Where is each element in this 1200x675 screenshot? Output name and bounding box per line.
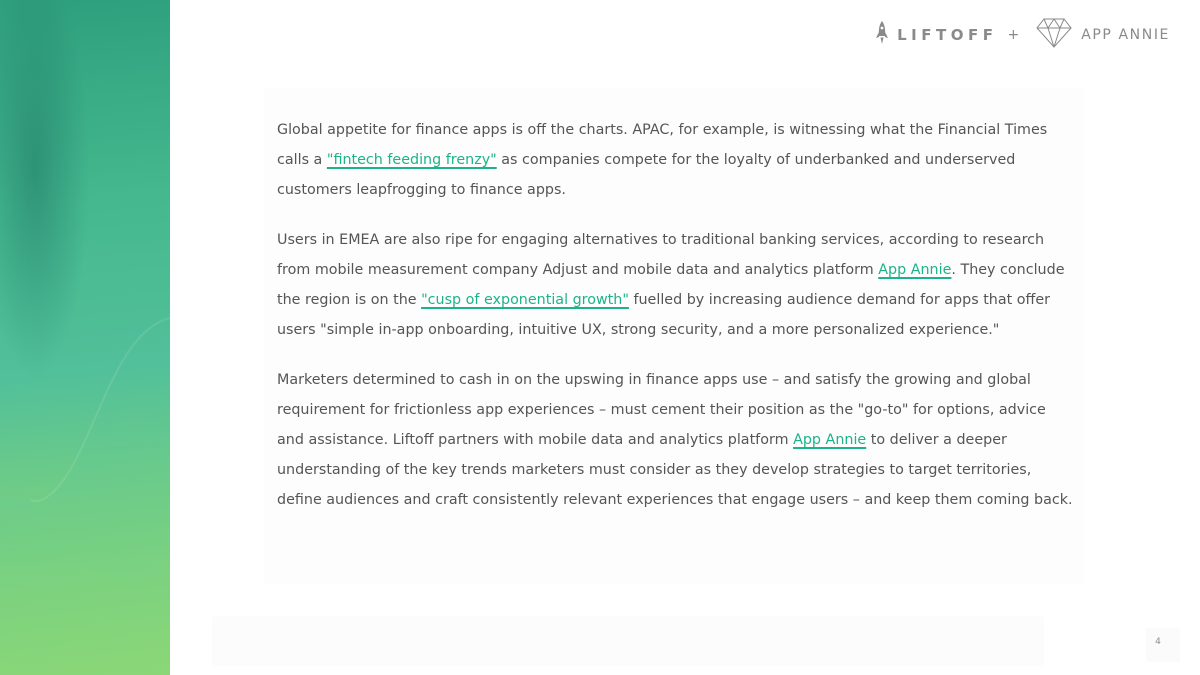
logo-separator: +: [1007, 27, 1020, 43]
page-number: 4: [1155, 637, 1161, 647]
app-annie-link-2[interactable]: App Annie: [793, 432, 867, 448]
liftoff-logo[interactable]: [875, 20, 997, 50]
paragraph-2: Users in EMEA are also ripe for engaging alternatives to traditional banking services, according to research from mobile measurement company Adjust and mobile data and analytics platform App Annie. They conclude the region is on the "cusp of exponential growth" fuelled by increasing audience demand for apps that offer users "simple in-app onboarding, intuitive UX, strong security, and a more personalized experience.": [277, 232, 1065, 338]
fintech-feeding-frenzy-link[interactable]: "fintech feeding frenzy": [326, 152, 497, 168]
cusp-of-exponential-growth-link[interactable]: "cusp of exponential growth": [421, 292, 629, 308]
app-annie-link[interactable]: App Annie: [878, 262, 952, 278]
liftoff-logo-text: LIFTOFF: [897, 26, 998, 44]
decorative-sidebar: [0, 0, 170, 675]
header-logos: [875, 18, 1170, 52]
article-body: [277, 115, 1077, 535]
appannie-logo-text: APP ANNIE: [1081, 27, 1170, 43]
rocket-icon: [875, 20, 889, 50]
sidebar-wave: [0, 0, 170, 675]
paragraph-3: Marketers determined to cash in on the upswing in finance apps use – and satisfy the growing and global requirement for frictionless app experiences – must cement their position as the "go-to" for options, advice and assistance. Liftoff partners with mobile data and analytics platform App Annie to deliver a deeper understanding of the key trends marketers must consider as they develop strategies to target territories, define audiences and craft consistently relevant experiences that engage users – and keep them coming back.: [277, 372, 1073, 508]
paragraph-1: Global appetite for finance apps is off the charts. APAC, for example, is witnessing what the Financial Times calls a "fintech feeding frenzy" as companies compete for the loyalty of underbanked and underserved customers leapfrogging to finance apps.: [277, 122, 1048, 198]
footer-bar: [212, 616, 1044, 666]
diamond-icon: [1035, 17, 1073, 53]
appannie-logo[interactable]: [1035, 17, 1170, 53]
